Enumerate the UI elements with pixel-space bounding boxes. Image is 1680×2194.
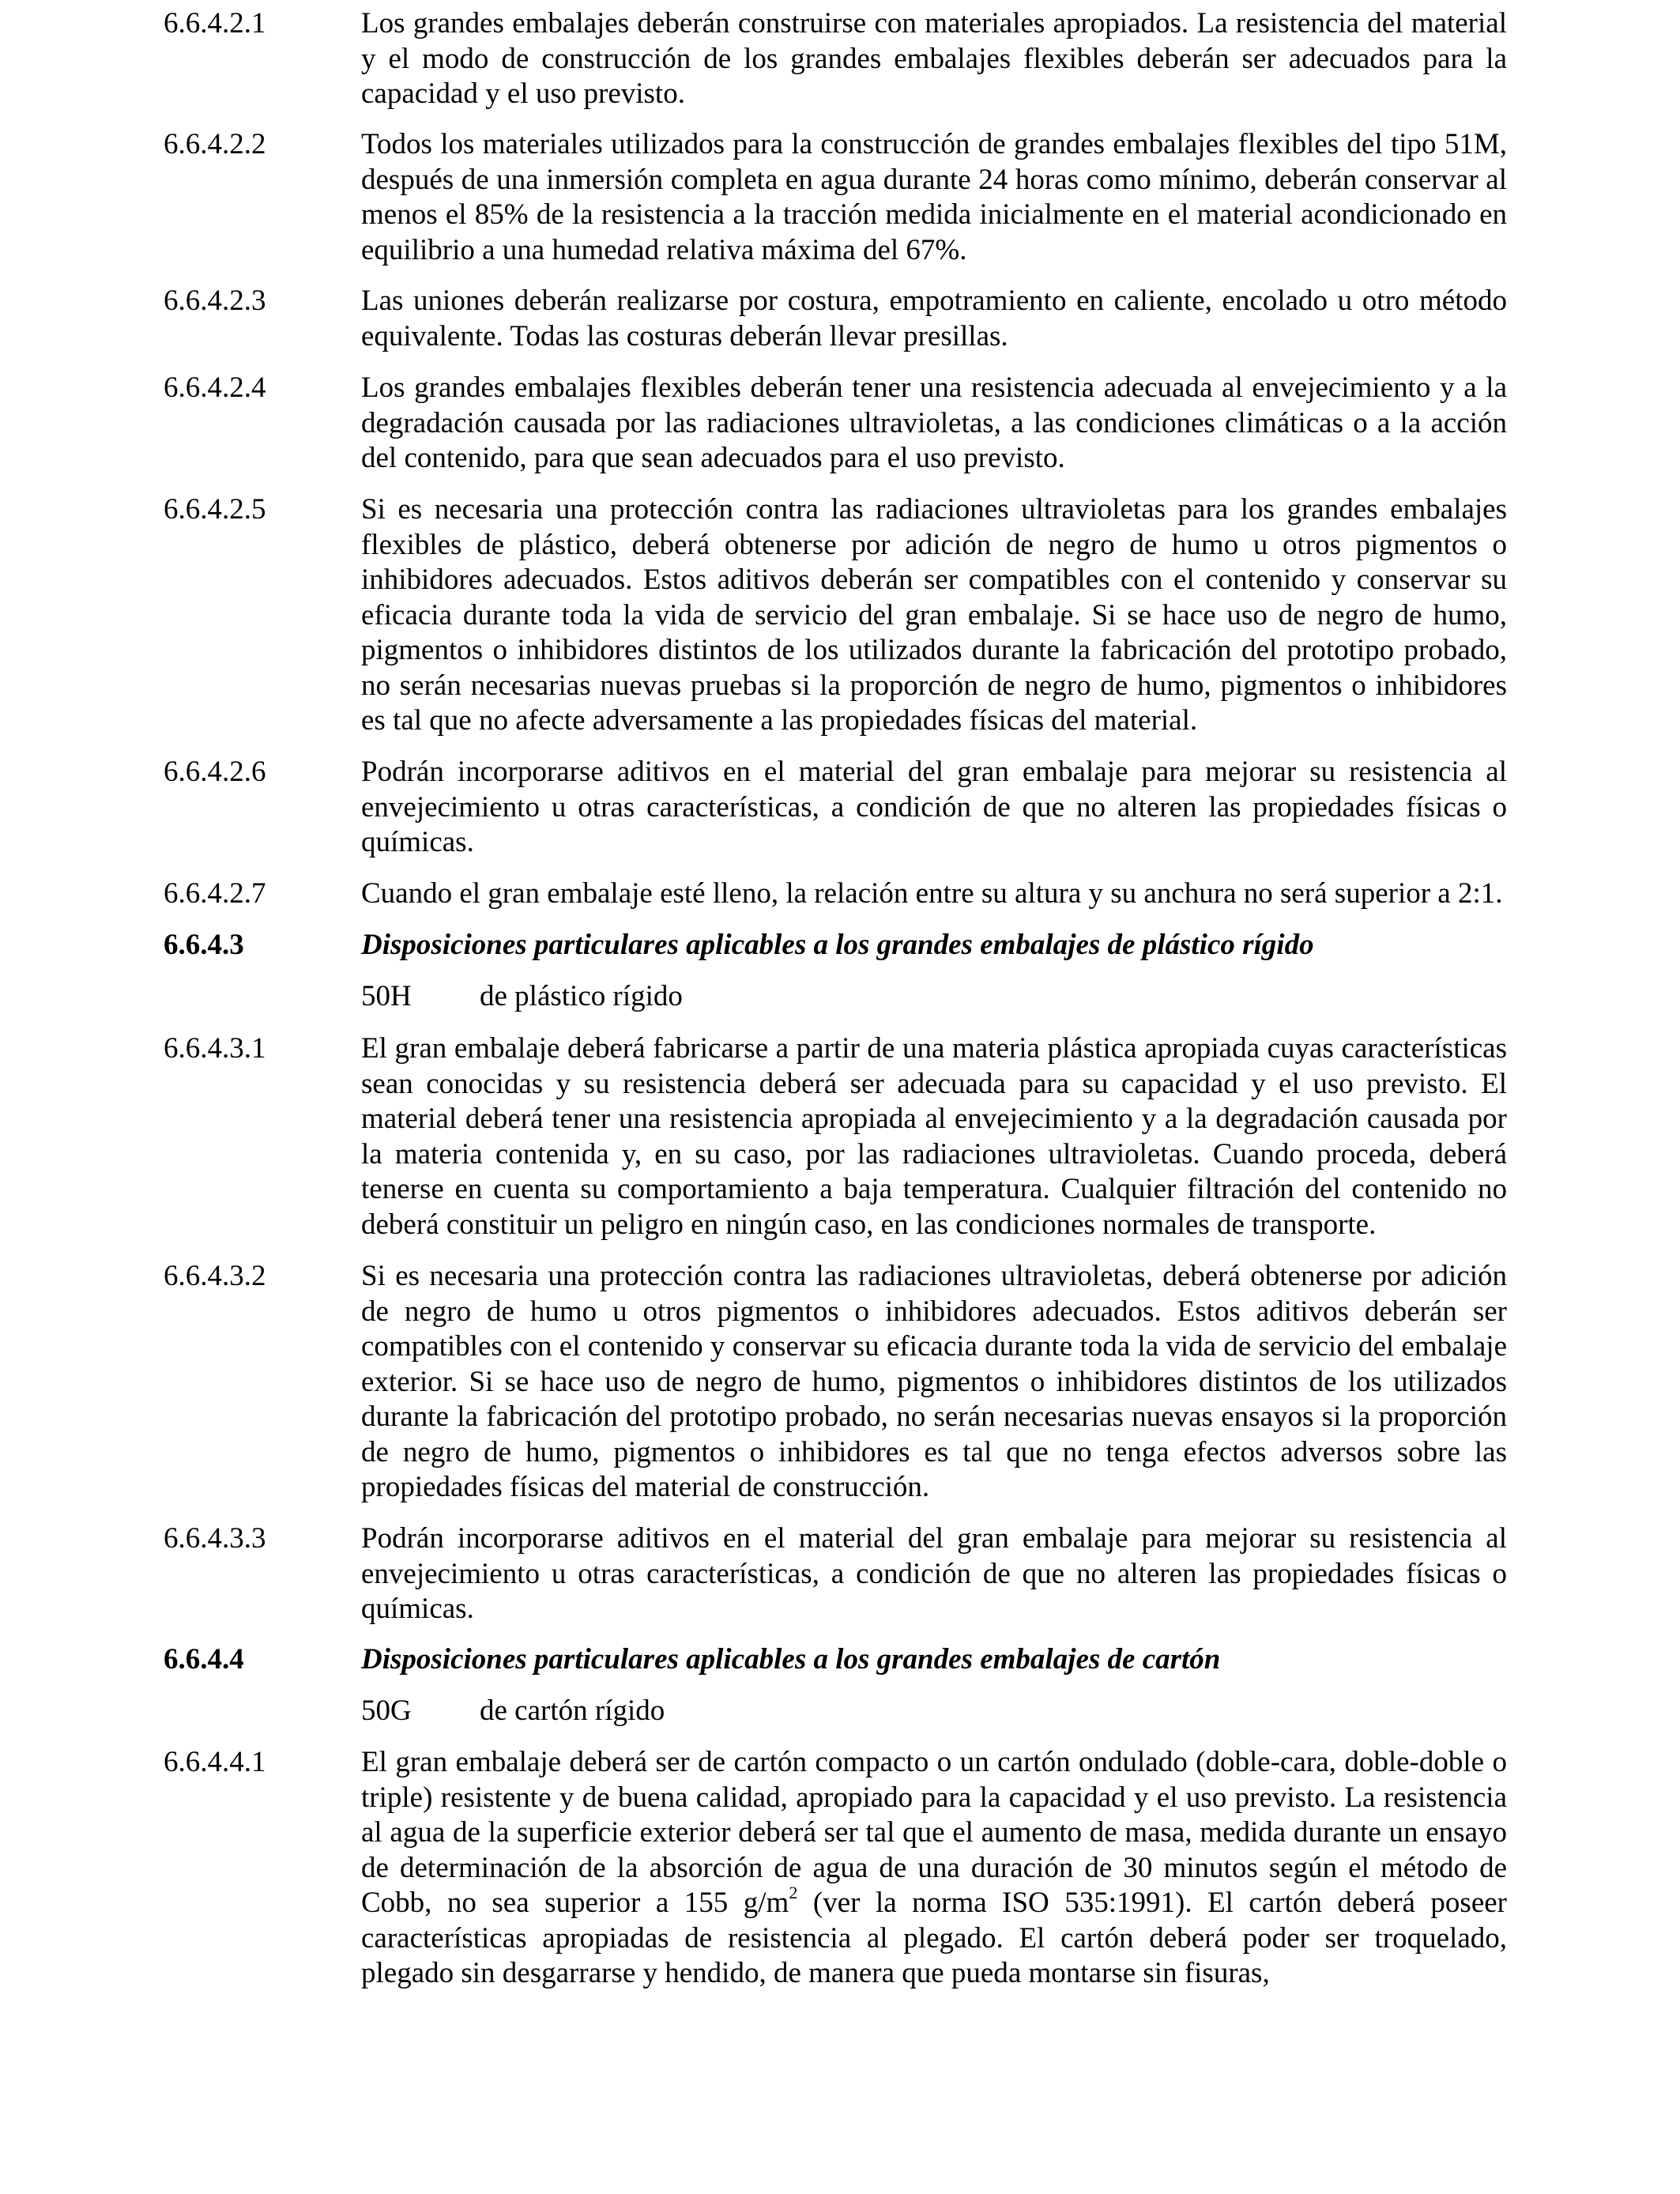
section-title: Disposiciones particulares aplicables a los grandes embalajes de cartón: [361, 1643, 1221, 1676]
clause-text: Podrán incorporarse aditivos en el material del gran embalaje para mejorar su resistencia al envejecimiento u otras características, a condición de que no alteren las propiedades físicas o químicas.: [361, 1522, 1507, 1625]
clause-6-6-4-2-6: [164, 755, 1507, 861]
clause-text: Las uniones deberán realizarse por costura, empotramiento en caliente, encolado u otro método equivalente. Todas las costuras deberán llevar presillas.: [361, 285, 1507, 352]
clause-text: Podrán incorporarse aditivos en el material del gran embalaje para mejorar su resistencia al envejecimiento u otras características, a condición de que no alteren las propiedades físicas o químicas.: [361, 756, 1507, 858]
section-number: 6.6.4.4: [164, 1643, 244, 1676]
clause-text: [361, 1745, 1507, 1992]
clause-text-part: El gran embalaje deberá ser de cartón compacto o un cartón ondulado (doble-cara, doble-doble o triple) resistente y de buena calidad, apropiado para la capacidad y el uso previsto. La resistencia al agua de la superficie exterior deberá ser tal que el aumento de masa, medida durante un ensayo de determinación de la absorción de agua de una duración de 30 minutos según el método de Cobb, no sea superior a 155 g/m: [361, 1746, 1507, 1919]
packaging-code-description: de cartón rígido: [480, 1695, 665, 1727]
packaging-code: 50G: [361, 1695, 412, 1727]
clause-text: Todos los materiales utilizados para la construcción de grandes embalajes flexibles del tipo 51M, después de una inmersión completa en agua durante 24 horas como mínimo, deberán conservar al menos el 85% de la resistencia a la tracción medida inicialmente en el material acondicionado en equilibrio a una humedad relativa máxima del 67%.: [361, 128, 1507, 266]
clause-text: El gran embalaje deberá fabricarse a partir de una materia plástica apropiada cuyas características sean conocidas y su resistencia deberá ser adecuada para su capacidad y el uso previsto. El material deberá tener una resistencia apropiada al envejecimiento y a la degradación causada por la materia contenida y, en su caso, por las radiaciones ultravioletas. Cuando proceda, deberá tenerse en cuenta su comportamiento a baja temperatura. Cualquier filtración del contenido no deberá constituir un peligro en ningún caso, en las condiciones normales de transporte.: [361, 1032, 1507, 1241]
clause-text: Si es necesaria una protección contra las radiaciones ultravioletas para los grandes embalajes flexibles de plástico, deberá obtenerse por adición de negro de humo u otros pigmentos o inhibidores adecuados. Estos aditivos deberán ser compatibles con el contenido y conservar su eficacia durante toda la vida de servicio del gran embalaje. Si se hace uso de negro de humo, pigmentos o inhibidores distintos de los utilizados durante la fabricación del prototipo probado, no serán necesarias nuevas pruebas si la proporción de negro de humo, pigmentos o inhibidores es tal que no afecte adversamente a las propiedades físicas del material.: [361, 493, 1507, 737]
clause-6-6-4-3-1: [164, 1031, 1507, 1242]
clause-6-6-4-2-4: [164, 371, 1507, 477]
clause-6-6-4-4-1: [164, 1745, 1507, 1992]
clause-6-6-4-2-2: [164, 127, 1507, 268]
clause-number: 6.6.4.2.4: [164, 371, 266, 404]
clause-number: 6.6.4.2.1: [164, 7, 266, 40]
section-heading-plastic: [164, 928, 1507, 963]
clause-6-6-4-2-1: [164, 6, 1507, 112]
clause-text-part: (ver la norma ISO 535:1991). El cartón deberá poseer características apropiadas de resistencia al plegado. El cartón deberá poder ser troquelado, plegado sin desgarrarse y hendido, de manera que pueda montarse sin fisuras,: [361, 1887, 1507, 1989]
clause-text: Cuando el gran embalaje esté lleno, la relación entre su altura y su anchura no será superior a 2:1.: [361, 877, 1503, 910]
packaging-code-description: de plástico rígido: [480, 980, 683, 1012]
packaging-code-50h: [361, 979, 683, 1015]
clause-6-6-4-3-3: [164, 1521, 1507, 1627]
clause-number: 6.6.4.3.3: [164, 1522, 266, 1555]
clause-number: 6.6.4.2.7: [164, 877, 266, 910]
clause-number: 6.6.4.2.2: [164, 128, 266, 160]
clause-number: 6.6.4.3.1: [164, 1032, 266, 1065]
clause-6-6-4-3-2: [164, 1259, 1507, 1506]
clause-6-6-4-2-5: [164, 492, 1507, 739]
clause-number: 6.6.4.3.2: [164, 1260, 266, 1292]
superscript-exponent: 2: [789, 1883, 798, 1903]
clause-number: 6.6.4.2.6: [164, 756, 266, 788]
clause-number: 6.6.4.4.1: [164, 1746, 266, 1778]
section-title: Disposiciones particulares aplicables a los grandes embalajes de plástico rígido: [361, 929, 1314, 961]
packaging-code-50g: [361, 1694, 665, 1729]
clause-6-6-4-2-3: [164, 284, 1507, 354]
clause-number: 6.6.4.2.3: [164, 285, 266, 317]
section-number: 6.6.4.3: [164, 929, 244, 961]
clause-6-6-4-2-7: [164, 876, 1507, 912]
clause-text: Si es necesaria una protección contra las radiaciones ultravioletas, deberá obtenerse por adición de negro de humo u otros pigmentos o inhibidores adecuados. Estos aditivos deberán ser compatibles con el contenido y conservar su eficacia durante toda la vida de servicio del embalaje exterior. Si se hace uso de negro de humo, pigmentos o inhibidores distintos de los utilizados durante la fabricación del prototipo probado, no serán necesarias nuevas ensayos si la proporción de negro de humo, pigmentos o inhibidores es tal que no tenga efectos adversos sobre las propiedades físicas del material de construcción.: [361, 1260, 1507, 1503]
section-heading-carton: [164, 1642, 1507, 1678]
clause-text: Los grandes embalajes deberán construirse con materiales apropiados. La resistencia del material y el modo de construcción de los grandes embalajes flexibles deberán ser adecuados para la capacidad y el uso previsto.: [361, 7, 1507, 110]
clause-number: 6.6.4.2.5: [164, 493, 266, 526]
clause-text: Los grandes embalajes flexibles deberán tener una resistencia adecuada al envejecimiento y a la degradación causada por las radiaciones ultravioletas, a las condiciones climáticas o a la acción del contenido, para que sean adecuados para el uso previsto.: [361, 371, 1507, 474]
packaging-code: 50H: [361, 980, 412, 1012]
